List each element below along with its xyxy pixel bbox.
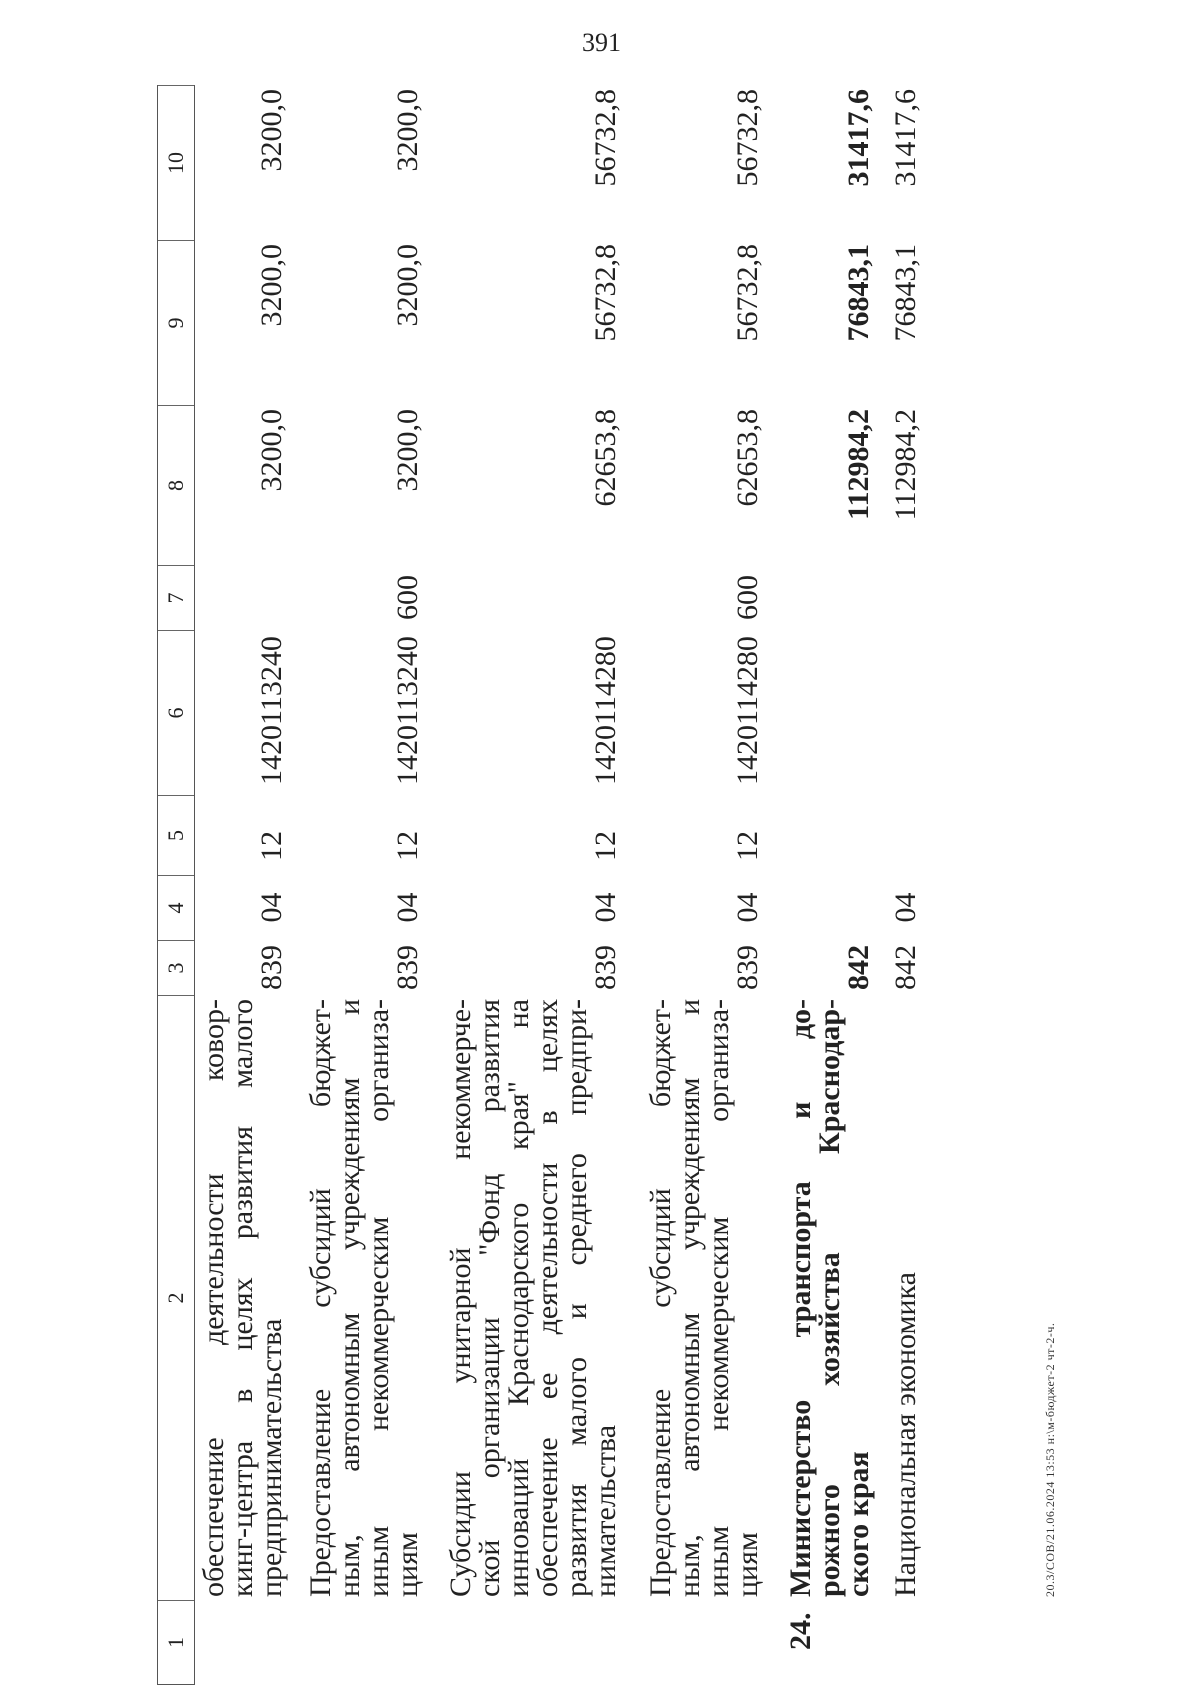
cell-ministry-code: 839 [731, 945, 764, 990]
cell-subsection: 12 [255, 831, 288, 861]
row-name-line: Предоставление субсидий бюджет- [644, 999, 677, 1597]
table-header-row [157, 85, 195, 1685]
cell-section: 04 [889, 892, 922, 923]
row-name-line: развития малого и среднего предпри- [560, 999, 593, 1597]
row-name-line: ным, автономным учреждениям и [673, 999, 706, 1597]
row-name-line: предпринимательства [255, 1318, 288, 1597]
cell-expense-type: 600 [731, 575, 764, 620]
cell-subsection: 12 [391, 831, 424, 861]
header-col-1: 1 [158, 1600, 194, 1685]
cell-expense-type: 600 [391, 575, 424, 620]
budget-table [157, 85, 927, 1685]
row-name-line: ской организации "Фонд развития [473, 999, 506, 1597]
row-name-line: обеспечение деятельности ковор- [197, 999, 230, 1597]
header-col-7: 7 [158, 565, 194, 630]
table-row [646, 85, 762, 1685]
row-name-line: обеспечение ее деятельности в целях [531, 999, 564, 1597]
row-name-line: нимательства [589, 1424, 622, 1597]
page-number: 391 [582, 28, 621, 57]
cell-amount-col-10: 56732,8 [589, 89, 622, 187]
cell-subsection: 12 [589, 831, 622, 861]
row-name [199, 995, 286, 1600]
header-col-6: 6 [158, 630, 194, 795]
cell-amount-col-8: 112984,2 [889, 409, 922, 521]
cell-target-item: 1420114280 [731, 636, 764, 785]
cell-amount-col-8: 3200,0 [255, 409, 288, 492]
table-row [891, 85, 920, 1685]
cell-ministry-code: 842 [842, 945, 875, 990]
cell-section: 04 [731, 892, 764, 923]
cell-target-item: 1420114280 [589, 636, 622, 785]
row-name [786, 995, 873, 1600]
table-row [199, 85, 286, 1685]
row-name-line: Министерство транспорта и до- [784, 999, 817, 1597]
header-col-10: 10 [158, 85, 194, 240]
cell-subsection: 12 [731, 831, 764, 861]
row-name-line: Предоставление субсидий бюджет- [304, 999, 337, 1597]
header-col-2: 2 [158, 995, 194, 1600]
table-row [306, 85, 422, 1685]
table-row [446, 85, 620, 1685]
row-name-line: Национальная экономика [889, 1272, 922, 1597]
cell-ministry-code: 839 [255, 945, 288, 990]
cell-section: 04 [391, 892, 424, 923]
cell-amount-col-8: 112984,2 [842, 409, 875, 520]
row-name-line: Субсидии унитарной некоммерче- [444, 999, 477, 1597]
row-name-line: инноваций Краснодарского края" на [502, 999, 535, 1597]
cell-amount-col-9: 3200,0 [255, 244, 288, 327]
cell-amount-col-9: 56732,8 [731, 244, 764, 342]
cell-amount-col-9: 3200,0 [391, 244, 424, 327]
row-name-line: циям [391, 1532, 424, 1597]
cell-amount-col-9: 76843,1 [889, 244, 922, 342]
header-col-8: 8 [158, 405, 194, 565]
header-col-9: 9 [158, 240, 194, 405]
cell-target-item: 1420113240 [391, 636, 424, 785]
row-name-line: циям [731, 1532, 764, 1597]
row-name-line: кинг-центра в целях развития малого [226, 999, 259, 1597]
row-name-line: ского края [842, 1451, 875, 1597]
cell-amount-col-8: 62653,8 [589, 409, 622, 507]
cell-target-item: 1420113240 [255, 636, 288, 785]
footer-file-path: 20.3/СОВ/21.06.2024 13:53 н:\м-бюджет-2 чт-2-ч. [1043, 1322, 1057, 1597]
cell-amount-col-8: 62653,8 [731, 409, 764, 507]
cell-amount-col-8: 3200,0 [391, 409, 424, 492]
row-number: 24. [784, 1612, 817, 1650]
header-col-4: 4 [158, 875, 194, 940]
row-name [646, 995, 762, 1600]
row-name [891, 995, 920, 1600]
cell-amount-col-9: 76843,1 [842, 244, 875, 342]
cell-amount-col-9: 56732,8 [589, 244, 622, 342]
row-name-line: иным некоммерческим организа- [362, 999, 395, 1597]
row-name-line: рожного хозяйства Краснодар- [813, 999, 846, 1597]
cell-ministry-code: 839 [391, 945, 424, 990]
cell-amount-col-10: 3200,0 [391, 89, 424, 172]
cell-amount-col-10: 31417,6 [842, 89, 875, 187]
row-name [306, 995, 422, 1600]
cell-ministry-code: 839 [589, 945, 622, 990]
cell-section: 04 [255, 892, 288, 923]
header-col-5: 5 [158, 795, 194, 875]
row-name [446, 995, 620, 1600]
cell-amount-col-10: 3200,0 [255, 89, 288, 172]
cell-section: 04 [589, 892, 622, 923]
cell-amount-col-10: 56732,8 [731, 89, 764, 187]
row-name-line: ным, автономным учреждениям и [333, 999, 366, 1597]
row-name-line: иным некоммерческим организа- [702, 999, 735, 1597]
header-col-3: 3 [158, 940, 194, 995]
cell-amount-col-10: 31417,6 [889, 89, 922, 187]
cell-ministry-code: 842 [889, 945, 922, 990]
table-row-ministry [786, 85, 873, 1685]
